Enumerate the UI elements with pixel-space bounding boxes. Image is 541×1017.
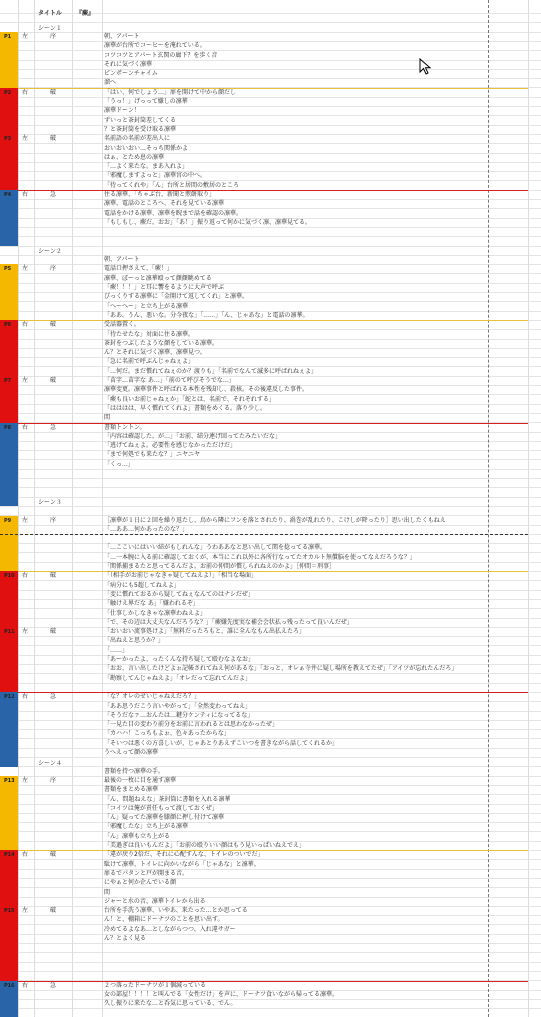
plot-block[interactable] xyxy=(0,190,18,246)
grid-row[interactable] xyxy=(0,785,541,795)
script-line[interactable]: ［凛華が１日に２回を繰り返たし、鳥から隣にフンを落とされたり、渦巻が乱れたり、こけしが降ったり］思い出したくもねえ xyxy=(104,517,446,524)
script-line[interactable]: 「おお、言い出したけどよぉ記帳されてねえ何があるな」「おっと、オレぁ寺井に疑し場所を教えてたぜ」「アイツが忘れたんだろ」 xyxy=(104,665,458,672)
col-divider-e xyxy=(528,0,529,1017)
phase-cell[interactable]: 破 xyxy=(50,851,57,858)
script-line[interactable]: 「出ねえと思うか？」 xyxy=(104,637,165,644)
grid-row[interactable] xyxy=(0,264,541,274)
script-line[interactable]: 朝、アパート xyxy=(104,256,140,263)
script-line[interactable]: 「ん、問題ねえな」茶封筒に書類を入れる凛華 xyxy=(104,796,231,803)
title-label: タイトル xyxy=(38,10,62,17)
section-separator xyxy=(18,850,528,851)
plot-block-id: P8 xyxy=(4,425,12,431)
script-line[interactable]: 「……」 xyxy=(104,647,129,654)
script-line[interactable]: はぁ、とため息の凛華 xyxy=(104,154,165,161)
grid-row[interactable] xyxy=(0,915,541,925)
script-line[interactable]: 「ああ、うん、悪いな。分今夜な」「……」「ん、じゃあな」と電話の凛華。 xyxy=(104,312,309,319)
script-line[interactable]: ジャーと水の音、凛華トイレから出る xyxy=(104,898,206,905)
script-line[interactable]: ピンポーンチャイム xyxy=(104,70,158,77)
script-line[interactable]: 「急に名前で呼ぶんじゃねぇよ」 xyxy=(104,358,195,365)
grid-row[interactable] xyxy=(0,413,541,423)
script-line[interactable]: 凛華、ぼーっと凛華殴って顔顔眺めてる xyxy=(104,275,212,282)
plot-block[interactable] xyxy=(0,981,18,1017)
script-line[interactable]: 凛華が台所でコーヒーを淹れている。 xyxy=(104,42,206,49)
grid-row[interactable] xyxy=(0,478,541,488)
phase-cell[interactable]: 破 xyxy=(50,907,57,914)
script-line[interactable]: 「くっ…」 xyxy=(104,461,134,468)
position-cell[interactable]: 右 xyxy=(22,321,29,328)
scene-label[interactable]: シーン２ xyxy=(38,248,62,255)
page-break-right xyxy=(488,0,489,1017)
script-line[interactable]: 「病分にも5超してねえよ」 xyxy=(104,582,180,589)
script-line[interactable]: 「な？オレのせいじゃねえだろ？」 xyxy=(104,693,201,700)
script-line[interactable]: 「もしもし、蕨だ。おお」「あ！」振り返って何かに気づく凛、凛華見てる。 xyxy=(104,219,312,226)
grid-row[interactable] xyxy=(0,822,541,832)
plot-block[interactable] xyxy=(0,264,18,320)
grid-row[interactable] xyxy=(0,506,541,516)
plot-block-id: P7 xyxy=(4,378,12,384)
plot-block[interactable] xyxy=(0,906,18,981)
script-line[interactable]: 「待たせたな」対面に住る凛華。 xyxy=(104,331,195,338)
section-separator xyxy=(18,423,528,424)
plot-block[interactable] xyxy=(0,376,18,423)
grid-row[interactable] xyxy=(0,1008,541,1017)
script-line[interactable]: 「おいおい流事処けよ」「無料だったろもと、誰に全んなもん出払えたろ」 xyxy=(104,628,306,635)
grid-row[interactable] xyxy=(0,320,541,330)
section-separator xyxy=(18,88,528,89)
phase-cell[interactable]: 破 xyxy=(50,377,57,384)
scene-label[interactable]: シーン１ xyxy=(38,25,62,32)
script-line[interactable]: 溜へ xyxy=(104,79,117,86)
script-line[interactable]: 「変に慣れておるから疑してねぇなんてのはナシだぜ」 xyxy=(104,591,254,598)
position-cell[interactable]: 右 xyxy=(22,424,29,431)
phase-cell[interactable]: 序 xyxy=(50,265,57,272)
grid-row[interactable] xyxy=(0,692,541,702)
plot-block-id: P1 xyxy=(4,34,12,40)
phase-cell[interactable]: 序 xyxy=(50,777,57,784)
section-separator xyxy=(18,692,528,693)
plot-block-id: P14 xyxy=(4,852,15,858)
plot-block[interactable] xyxy=(0,850,18,906)
script-line[interactable]: 「ん」疑ってた凛華を膝顔に押し付けて凛華 xyxy=(104,814,225,821)
position-cell[interactable]: 右 xyxy=(22,89,29,96)
grid-row[interactable] xyxy=(0,171,541,181)
script-line[interactable]: 朝、アパート xyxy=(104,33,140,40)
position-cell[interactable]: 左 xyxy=(22,907,29,914)
script-line[interactable]: 「苗字…苗字な あ…」「前のて呼びそうでな…」 xyxy=(104,377,235,384)
script-line[interactable]: 「…よく来たな。まあ入れよ」 xyxy=(104,163,189,170)
script-line[interactable]: 書類を持つ凛華の手。 xyxy=(104,768,165,775)
position-cell[interactable]: 左 xyxy=(22,135,29,142)
grid-row[interactable] xyxy=(0,571,541,581)
script-line[interactable]: 茶封をつぶしたような顔をしている凛華。 xyxy=(104,340,219,347)
grid-row[interactable] xyxy=(0,729,541,739)
section-separator xyxy=(18,190,528,191)
plot-block[interactable] xyxy=(0,32,18,88)
col-divider-d xyxy=(102,0,103,1017)
script-line[interactable]: コツコツとアパート玄関の廊下？を歩く音 xyxy=(104,52,218,59)
script-line[interactable]: 住る凛華、「ちゃぶ台、新聞と煎餅取り」 xyxy=(104,191,216,198)
script-line[interactable]: 「…何だ。まだ慣れてねぇのか？渡りも」「名前でなんて滅多に呼ばれねぇよ」 xyxy=(104,368,318,375)
phase-cell[interactable]: 急 xyxy=(50,191,57,198)
grid-row[interactable] xyxy=(0,636,541,646)
plot-block[interactable] xyxy=(0,88,18,134)
plot-block-id: P4 xyxy=(4,192,12,198)
script-line[interactable]: ずいっと茶封筒差してくる xyxy=(104,117,177,124)
grid-row[interactable] xyxy=(0,599,541,609)
plot-block[interactable] xyxy=(0,776,18,850)
script-line[interactable]: 「邪魔したな」立ち上がる凛華 xyxy=(104,823,189,830)
script-line[interactable]: 「へーへー」と立ち上がる凛華 xyxy=(104,303,189,310)
plot-block-id: P3 xyxy=(4,136,12,142)
script-line[interactable]: 「待ってくれや」「ん」台所と居間の敷居のところ xyxy=(104,182,240,189)
script-line[interactable]: 受話器置く。 xyxy=(104,321,140,328)
plot-block-id: P15 xyxy=(4,908,15,914)
script-line[interactable]: 電話をかける凛華、凛華を睨まで話を確認の凛華。 xyxy=(104,210,243,217)
grid-row[interactable] xyxy=(0,450,541,460)
script-line[interactable]: 最後の一枚に目を通す凛華 xyxy=(104,777,177,784)
script-line[interactable]: 「うっ！」げっって嫌しの凛華 xyxy=(104,98,188,105)
script-line[interactable]: 「ん」凛華も立ち上がる xyxy=(104,833,171,840)
script-line[interactable]: 「…一本腕に入る前に確認しておくが、本当にこれ以外に各所行なってたオカルト無償脳を使ってなえだろうな？」 xyxy=(104,554,416,561)
position-cell[interactable]: 右 xyxy=(22,191,29,198)
section-separator xyxy=(18,981,528,982)
script-line[interactable]: 「そいつは悪くの方喜しいが、じゃあとりあえずこいつを書きながら話してくれるか」 xyxy=(104,740,339,747)
phase-cell[interactable]: 急 xyxy=(50,424,57,431)
script-line[interactable]: おいおいおい…そっち関係かよ xyxy=(104,145,189,152)
script-line[interactable]: 「蕨！！！」と耳に響をるように大声で呼ぶ xyxy=(104,284,225,291)
grid-row[interactable] xyxy=(0,78,541,88)
position-cell[interactable]: 左 xyxy=(22,33,29,40)
script-line[interactable]: 「で、その辺は大丈夫なんだろうな？」「蕨嫌先度実な補会会状払っ残ったって良いんだぜ」 xyxy=(104,619,353,626)
col-divider-a xyxy=(18,0,19,1017)
phase-cell[interactable]: 破 xyxy=(50,89,57,96)
script-line[interactable]: 「逃げてねぇよ。必要性を感じなかっただけだ」 xyxy=(104,442,237,449)
script-line[interactable]: にやぁと何か企んでいる顔 xyxy=(104,879,177,886)
phase-cell[interactable]: 急 xyxy=(50,693,57,700)
col-divider-c xyxy=(72,0,73,1017)
script-line[interactable]: 「カハハ！こっちもよぉ、色々あったからな」 xyxy=(104,730,230,737)
script-line[interactable]: 電話口押さえて、「蕨！」 xyxy=(104,265,173,272)
plot-block-id: P12 xyxy=(4,694,15,700)
script-line[interactable]: 「蕨も良いお前じゃねぇか」「蛇とは、名前で、それぞれする」 xyxy=(104,396,275,403)
plot-block[interactable] xyxy=(0,134,18,190)
position-cell[interactable]: 右 xyxy=(22,982,29,989)
script-line[interactable]: 冷めてるよなあ…としながらつつ、入れ違サガー xyxy=(104,926,236,933)
grid-row[interactable] xyxy=(0,757,541,767)
script-line[interactable]: 「…ああ…何かあったのな？」 xyxy=(104,526,188,533)
script-line[interactable]: 「まで何処でも来たな？」ニヤニヤ xyxy=(104,451,201,458)
script-line[interactable]: 駄けて凛華、トイレに向かいながら「じゃあな」と凛華。 xyxy=(104,861,260,868)
grid-row[interactable] xyxy=(0,292,541,302)
plot-block[interactable] xyxy=(0,423,18,506)
plot-block[interactable] xyxy=(0,516,18,571)
grid-row[interactable] xyxy=(0,357,541,367)
script-line[interactable]: 「勘察してんじゃねえよ」「オレだって忘れてんだよ」 xyxy=(104,675,252,682)
section-separator xyxy=(18,320,528,321)
phase-cell[interactable]: 破 xyxy=(50,628,57,635)
grid-row[interactable] xyxy=(0,878,541,888)
script-line[interactable]: 名前語の名前が差出人に xyxy=(104,135,171,142)
mouse-cursor-icon xyxy=(419,58,433,76)
phase-cell[interactable]: 破 xyxy=(50,572,57,579)
script-line[interactable]: 「仕事しかしなきゃな凛華わねえよ」 xyxy=(104,610,207,617)
script-line[interactable]: 「そうだなァ…おんたは…鍵分ケンティになってるな」 xyxy=(104,712,254,719)
script-line[interactable]: 久し振りに来たな…と呑気に思っている、でん。 xyxy=(104,1000,237,1007)
grid-row[interactable] xyxy=(0,971,541,981)
section-separator xyxy=(0,534,528,535)
grid-row[interactable] xyxy=(0,41,541,51)
grid-row[interactable] xyxy=(0,943,541,953)
script-line[interactable]: 「コイツは俺が責任もって渡しておくぜ」 xyxy=(104,805,218,812)
title-value[interactable]: 『蕨』 xyxy=(76,10,95,17)
script-line[interactable]: うへえって顔の凛華 xyxy=(104,749,159,756)
plot-block-id: P2 xyxy=(4,90,12,96)
script-line[interactable]: ？と茶封筒を受け取る凛華 xyxy=(104,126,177,133)
script-line[interactable]: 「美過ぎは良いもんだよ」「お前の殴りいい顔はもう見いっぱいねえでえ」 xyxy=(104,842,306,849)
phase-cell[interactable]: 破 xyxy=(50,135,57,142)
position-cell[interactable]: 左 xyxy=(22,377,29,384)
phase-cell[interactable]: 序 xyxy=(50,517,57,524)
position-cell[interactable]: 右 xyxy=(22,851,29,858)
plot-block[interactable] xyxy=(0,692,18,767)
script-line[interactable]: 凛華ドーン！ xyxy=(104,107,140,114)
section-separator xyxy=(18,571,528,572)
script-line[interactable]: 「あーかったよ、ったくんな持ち疑して殴むなよなお」 xyxy=(104,656,255,663)
script-line[interactable]: 間 xyxy=(104,889,111,896)
plot-block[interactable] xyxy=(0,627,18,692)
grid-row[interactable] xyxy=(0,106,541,116)
phase-cell[interactable]: 急 xyxy=(50,982,57,989)
grid-row[interactable] xyxy=(0,227,541,237)
scene-label[interactable]: シーン３ xyxy=(38,499,62,506)
position-cell[interactable]: 左 xyxy=(22,517,29,524)
scene-label[interactable]: シーン４ xyxy=(38,760,62,767)
script-line[interactable]: ん？とよく見る xyxy=(104,935,147,942)
script-line[interactable]: 「（相手がお前じゃなきゃ疑してねえよ）」「相当な場面」 xyxy=(104,572,258,579)
position-cell[interactable]: 左 xyxy=(22,628,29,635)
script-line[interactable]: 女の部屋！！！！と叫んでる「女性だけ」を声に、ドーナツ食いながら帰ってる凛華。 xyxy=(104,991,338,998)
script-line[interactable]: 「触けえ界だな あ」「嫌われるぞ」 xyxy=(104,600,199,607)
plot-block-id: P13 xyxy=(4,778,15,784)
script-line[interactable]: 「関係捕まるたと思ってるんだよ。お前の仲間が慣しられねえのかよ」［仲間＝刑事］ xyxy=(104,563,336,570)
col-divider-b xyxy=(34,0,35,1017)
script-line[interactable]: 台所を手洗う凛華、いやあ、来たった…とか思ってる xyxy=(104,907,248,914)
grid-row[interactable] xyxy=(0,134,541,144)
script-line[interactable]: 扉るでパタンと戸が開まる音。 xyxy=(104,870,188,877)
script-line[interactable]: 「はははは、早く慣れてくれよ」書類をめくる。落り少し。 xyxy=(104,405,267,412)
plot-block-id: P10 xyxy=(4,573,15,579)
script-line[interactable]: 間 xyxy=(104,414,111,421)
script-line[interactable]: 凛華、電話のところへ、それを見ている凛華 xyxy=(104,200,225,207)
script-line[interactable]: 「一見た目の変わり前分をお前に言われるとは思わなかったぜ」 xyxy=(104,721,279,728)
script-line[interactable]: 「はい、何でしょう…」扉を開けて中から顔だし xyxy=(104,89,237,96)
grid-row[interactable] xyxy=(0,850,541,860)
script-line[interactable]: 「違が戻り2倍だ、それに心配すんな、トイレのついでだ」 xyxy=(104,851,264,858)
script-line[interactable]: びっくりする凛華に「金開けて返してくれ」と凛華。 xyxy=(104,293,249,300)
phase-cell[interactable]: 序 xyxy=(50,33,57,40)
position-cell[interactable]: 左 xyxy=(22,777,29,784)
script-line[interactable]: 凛華変更。凛華事件と呼ばれる本性を残却し、殺核。その後違反した事件。 xyxy=(104,386,309,393)
script-line[interactable]: 「…ここいにはいい結がもしれんな」うわああなと思い出して関を捻ってる凛華。 xyxy=(104,544,327,551)
script-line[interactable]: 「邪魔しますよっと」凛華宮の中へ。 xyxy=(104,172,207,179)
script-line[interactable]: ２つ落ったドーナツが１個減っている xyxy=(104,982,206,989)
plot-block[interactable] xyxy=(0,571,18,627)
script-line[interactable]: 書類をまとめる凛華 xyxy=(104,786,159,793)
script-line[interactable]: ん！と、棚箱にドーナツのことを思い出す。 xyxy=(104,916,224,923)
grid-row[interactable] xyxy=(0,199,541,209)
script-line[interactable]: ん？とそれに気づく凛華、凛華見つ。 xyxy=(104,349,206,356)
plot-block-id: P5 xyxy=(4,266,12,272)
script-line[interactable]: それに気づく凛華 xyxy=(104,61,153,68)
script-line[interactable]: 書類トントン。 xyxy=(104,424,146,431)
position-cell[interactable]: 右 xyxy=(22,693,29,700)
phase-cell[interactable]: 破 xyxy=(50,321,57,328)
plot-block-id: P6 xyxy=(4,322,12,328)
position-cell[interactable]: 右 xyxy=(22,572,29,579)
plot-block-id: P9 xyxy=(4,518,12,524)
script-line[interactable]: 「内容は確認した。が…」「お前、結分連げ回ってたみたいだな」 xyxy=(104,433,282,440)
plot-block-id: P16 xyxy=(4,983,15,989)
plot-block-id: P11 xyxy=(4,629,15,635)
plot-block[interactable] xyxy=(0,320,18,376)
script-line[interactable]: 「ああ思うだこう言いやがって」「全然変わってねえ」 xyxy=(104,703,251,710)
position-cell[interactable]: 左 xyxy=(22,265,29,272)
